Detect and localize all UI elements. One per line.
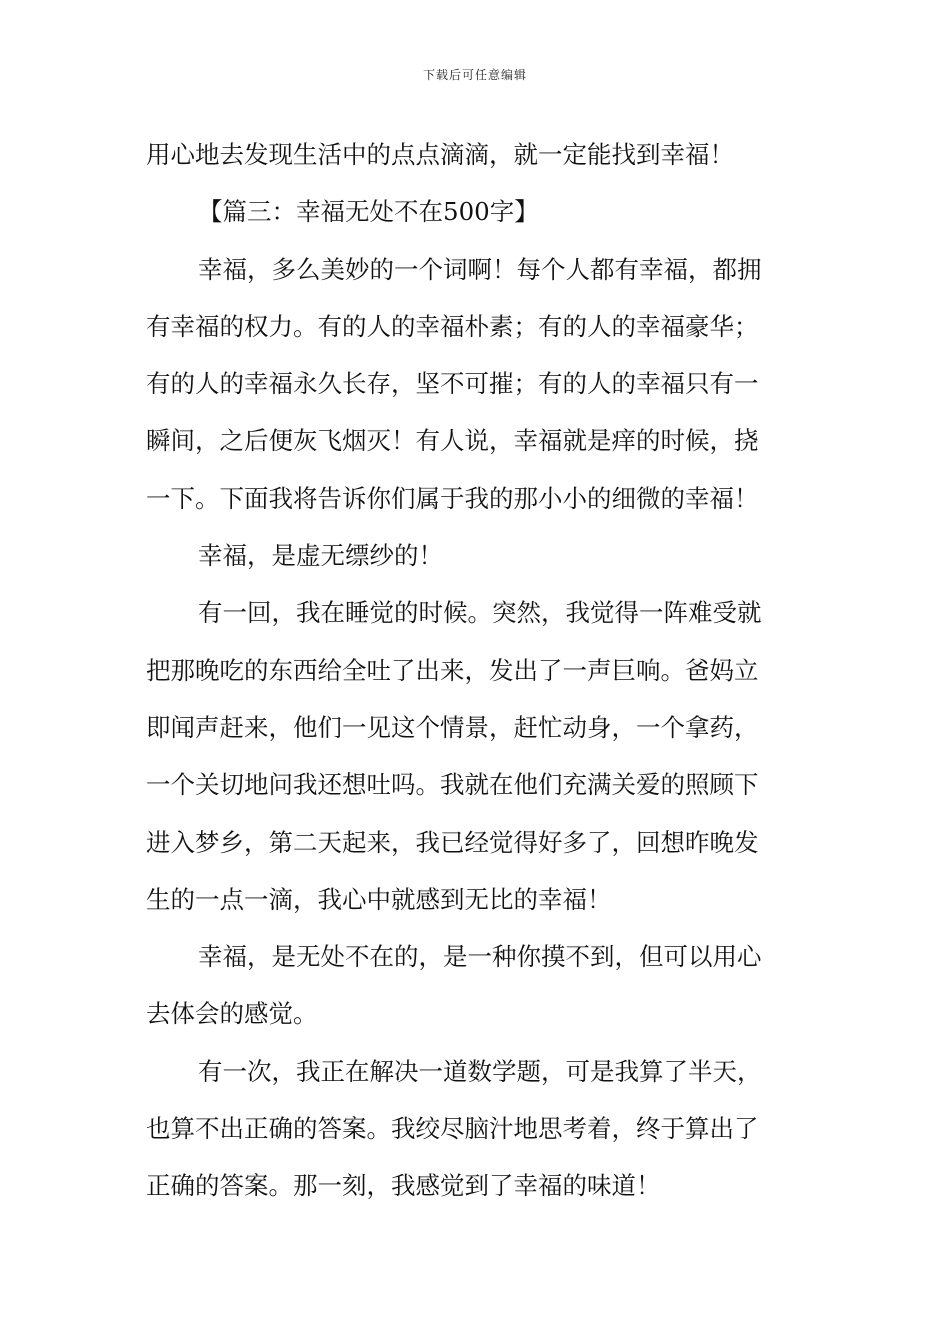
text-line: 一个关切地问我还想吐吗。我就在他们充满关爱的照顾下 [146, 770, 759, 800]
text-line: 也算不出正确的答案。我绞尽脑汁地思考着，终于算出了 [146, 1114, 759, 1144]
text-line: 有一次，我正在解决一道数学题，可是我算了半天， [198, 1056, 762, 1086]
text-line: 把那晚吃的东西给全吐了出来，发出了一声巨响。爸妈立 [146, 655, 759, 685]
document-body [146, 126, 816, 1215]
text-line: 进入梦乡，第二天起来，我已经觉得好多了，回想昨晚发 [146, 827, 759, 857]
text-line: 用心地去发现生活中的点点滴滴，就一定能找到幸福！ [146, 140, 734, 169]
text-line: 有的人的幸福永久长存，坚不可摧；有的人的幸福只有一 [146, 369, 759, 399]
text-line: 正确的答案。那一刻，我感觉到了幸福的味道！ [146, 1171, 661, 1201]
text-line: 瞬间，之后便灰飞烟灭！有人说，幸福就是痒的时候，挠 [146, 426, 759, 456]
text-line: 有幸福的权力。有的人的幸福朴素；有的人的幸福豪华； [146, 311, 759, 341]
text-line: 去体会的感觉。 [146, 999, 318, 1029]
text-line: 有一回，我在睡觉的时候。突然，我觉得一阵难受就 [198, 598, 762, 628]
text-line: 一下。下面我将告诉你们属于我的那小小的细微的幸福！ [146, 483, 759, 513]
text-line: 生的一点一滴，我心中就感到无比的幸福！ [146, 884, 612, 914]
text-line: 即闻声赶来，他们一见这个情景，赶忙动身，一个拿药， [146, 712, 759, 742]
text-line: 幸福，是虚无缥纱的！ [198, 541, 443, 571]
page-header: 下载后可任意编辑 [422, 68, 527, 82]
text-line: 幸福，是无处不在的，是一种你摸不到，但可以用心 [198, 942, 762, 972]
section-heading: 【篇三：幸福无处不在500字】 [198, 197, 539, 227]
text-line: 幸福，多么美妙的一个词啊！每个人都有幸福，都拥 [198, 254, 762, 284]
